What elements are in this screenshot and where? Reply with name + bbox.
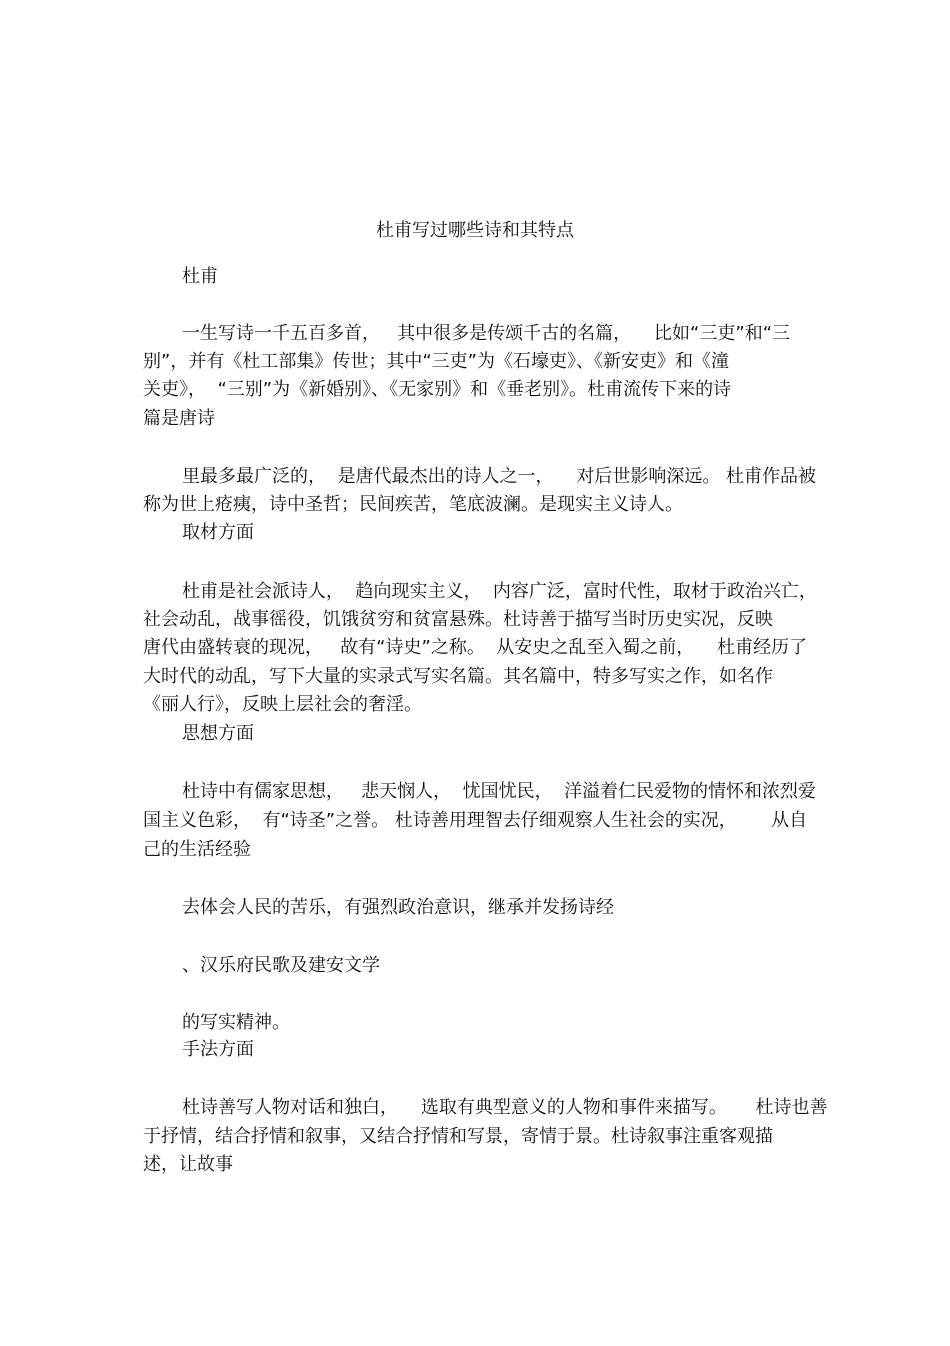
- page-title: 杜甫写过哪些诗和其特点: [376, 220, 574, 241]
- paragraph-line: 称为世上疮痍，诗中圣哲；民间疾苦，笔底波澜。是现实主义诗人。: [143, 494, 683, 515]
- paragraph-line: 大时代的动乱，写下大量的实录式写实名篇。其名篇中，特多写实之作，如名作: [143, 666, 773, 687]
- paragraph-line: 里最多最广泛的， 是唐代最杰出的诗人之一， 对后世影响深远。 杜甫作品被: [182, 466, 817, 487]
- paragraph-line: 去体会人民的苦乐，有强烈政治意识，继承并发扬诗经: [182, 897, 614, 918]
- paragraph-line: 述，让故事: [143, 1154, 233, 1175]
- paragraph-line: 篇是唐诗: [143, 408, 215, 429]
- paragraph-line: 社会动乱，战事徭役，饥饿贫穷和贫富悬殊。杜诗善于描写当时历史实况，反映: [143, 609, 773, 630]
- paragraph-line: 、汉乐府民歌及建安文学: [182, 955, 380, 976]
- paragraph-line: 的写实精神。: [182, 1012, 290, 1033]
- author-name: 杜甫: [182, 266, 218, 287]
- paragraph-line: 唐代由盛转衰的现况， 故有“诗史”之称。 从安史之乱至入蜀之前， 杜甫经历了: [143, 637, 808, 658]
- paragraph-line: 别”，并有《杜工部集》传世；其中“三吏”为《石壕吏》、《新安吏》和《潼: [143, 351, 729, 372]
- paragraph-line: 己的生活经验: [143, 839, 251, 860]
- paragraph-line: 杜诗中有儒家思想， 悲天悯人， 忧国忧民， 洋溢着仁民爱物的情怀和浓烈爱: [182, 781, 817, 802]
- paragraph-line: 国主义色彩， 有“诗圣”之誉。 杜诗善用理智去仔细观察人生社会的实况， 从自: [143, 810, 808, 831]
- paragraph-line: 杜甫是社会派诗人， 趋向现实主义， 内容广泛，富时代性，取材于政治兴亡，: [182, 581, 817, 602]
- section-heading: 思想方面: [182, 723, 254, 744]
- section-heading: 手法方面: [182, 1039, 254, 1060]
- paragraph-line: 一生写诗一千五百多首， 其中很多是传颂千古的名篇， 比如“三吏”和“三: [182, 323, 791, 344]
- paragraph-line: 关吏》， “三别”为《新婚别》、《无家别》和《垂老别》。杜甫流传下来的诗: [143, 379, 732, 400]
- paragraph-line: 杜诗善写人物对话和独白， 选取有典型意义的人物和事件来描写。 杜诗也善: [182, 1097, 828, 1118]
- section-heading: 取材方面: [182, 522, 254, 543]
- paragraph-line: 于抒情，结合抒情和叙事，又结合抒情和写景，寄情于景。杜诗叙事注重客观描: [143, 1126, 773, 1147]
- paragraph-line: 《丽人行》，反映上层社会的奢淫。: [143, 694, 422, 715]
